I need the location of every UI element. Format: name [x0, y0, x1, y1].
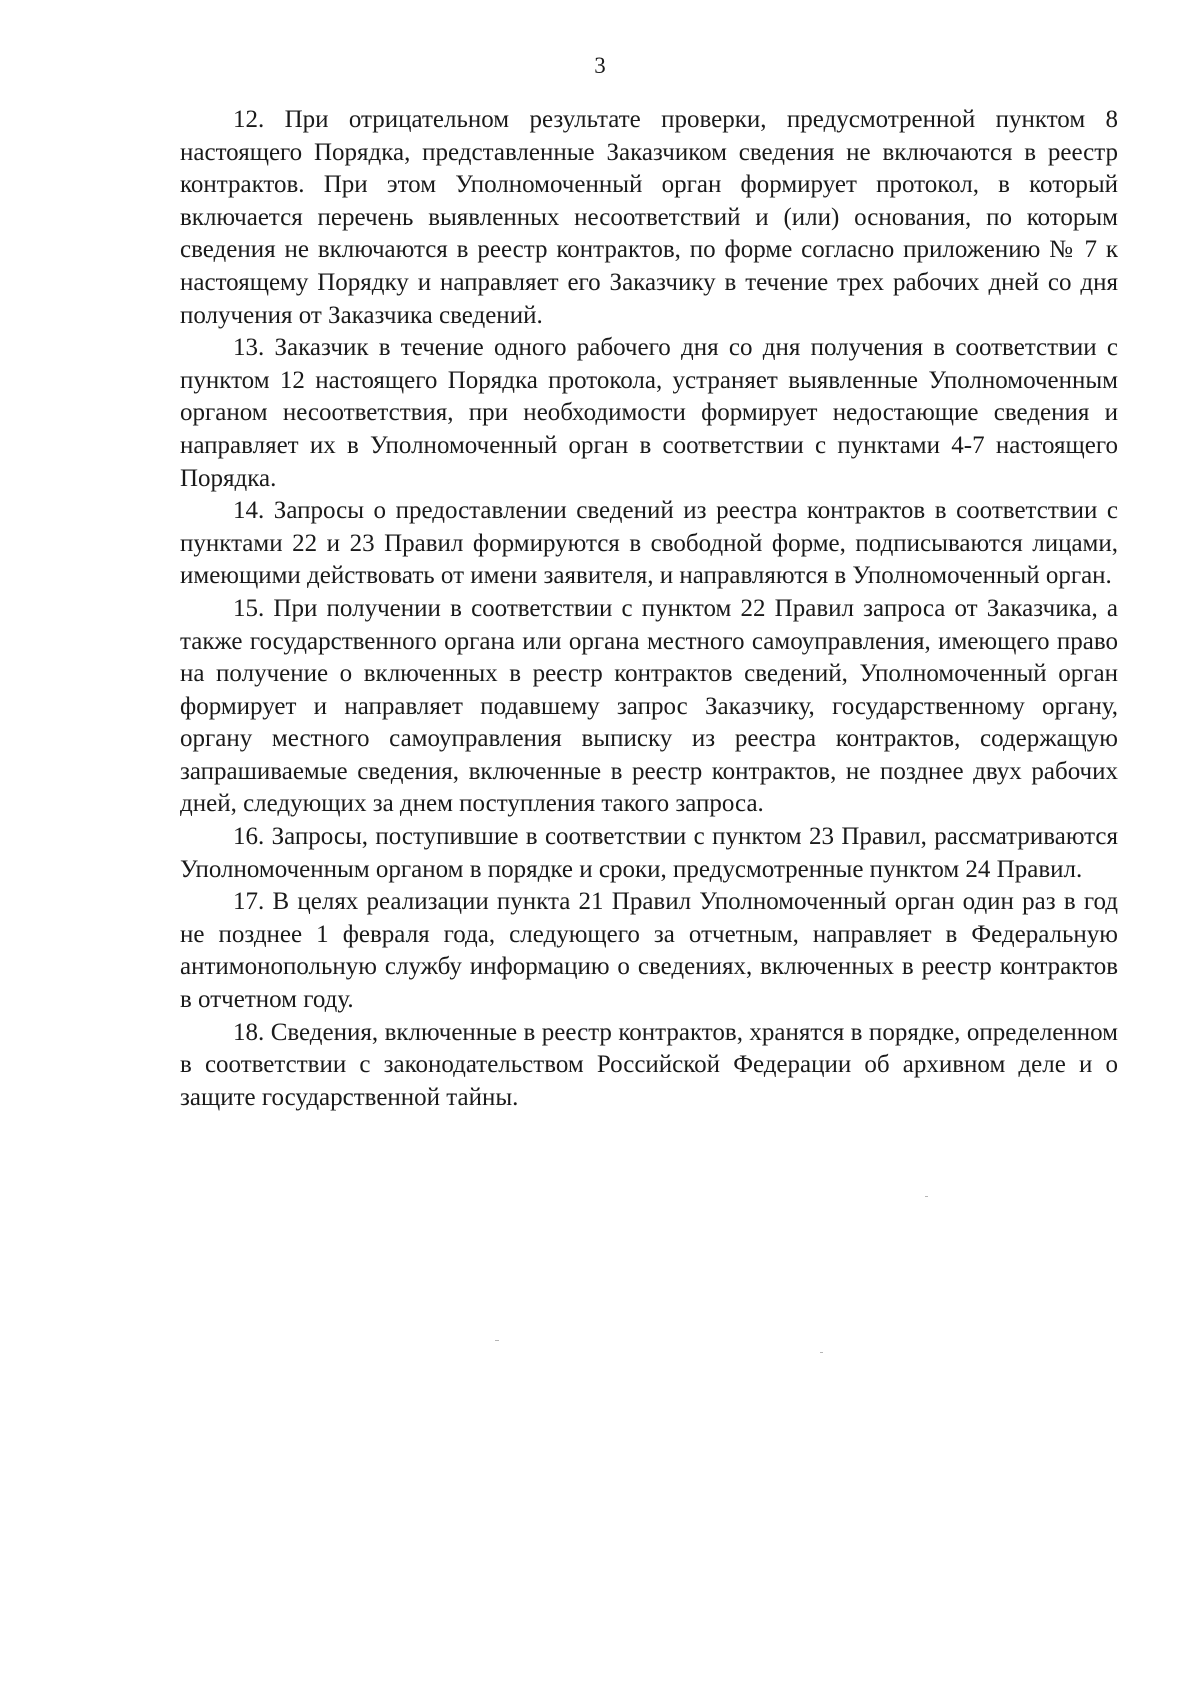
paragraph-15: 15. При получении в соответствии с пунктом 22 Правил запроса от Заказчика, а также государственного органа или органа местного самоуправления, имеющего право на получение о включенных в реестр контрактов сведений, Уполномоченный орган формирует и направляет подавшему запрос Заказчику, государственному органу, органу местного самоуправления выписку из реестра контрактов, содержащую запрашиваемые сведения, включенные в реестр контрактов, не позднее двух рабочих дней, следующих за днем поступления такого запроса. — [180, 594, 1118, 818]
paragraph-14: 14. Запросы о предоставлении сведений из реестра контрактов в соответствии с пунктами 22 и 23 Правил формируются в свободной форме, подписываются лицами, имеющими действовать от имени заявителя, и направляются в Уполномоченный орган. — [180, 497, 1118, 590]
page-number: 3 — [594, 53, 606, 78]
scan-speck — [925, 1196, 928, 1197]
paragraph-13: 13. Заказчик в течение одного рабочего дня со дня получения в соответствии с пунктом 12 настоящего Порядка протокола, устраняет выявленные Уполномоченным органом несоответствия, при необходимости формирует недостающие сведения и направляет их в Уполномоченный орган в соответствии с пунктами 4-7 настоящего Порядка. — [180, 334, 1118, 492]
paragraph-18: 18. Сведения, включенные в реестр контрактов, хранятся в порядке, определенном в соответствии с законодательством Российской Федерации об архивном деле и о защите государственной тайны. — [180, 1018, 1118, 1111]
paragraph-12: 12. При отрицательном результате проверки, предусмотренной пунктом 8 настоящего Порядка, представленные Заказчиком сведения не включаются в реестр контрактов. При этом Уполномоченный орган формирует протокол, в который включается перечень выявленных несоответствий и (или) основания, по которым сведения не включаются в реестр контрактов, по форме согласно приложению № 7 к настоящему Порядку и направляет его Заказчику в течение трех рабочих дней со дня получения от Заказчика сведений. — [180, 106, 1118, 329]
scan-speck — [495, 1340, 499, 1341]
paragraph-17: 17. В целях реализации пункта 21 Правил Уполномоченный орган один раз в год не позднее 1 февраля года, следующего за отчетным, направляет в Федеральную антимонопольную службу информацию о сведениях, включенных в реестр контрактов в отчетном году. — [180, 888, 1118, 1014]
paragraph-16: 16. Запросы, поступившие в соответствии с пунктом 23 Правил, рассматриваются Уполномоченным органом в порядке и сроки, предусмотренные пунктом 24 Правил. — [180, 823, 1118, 883]
scan-speck — [820, 1352, 823, 1353]
document-body — [180, 104, 1118, 1114]
